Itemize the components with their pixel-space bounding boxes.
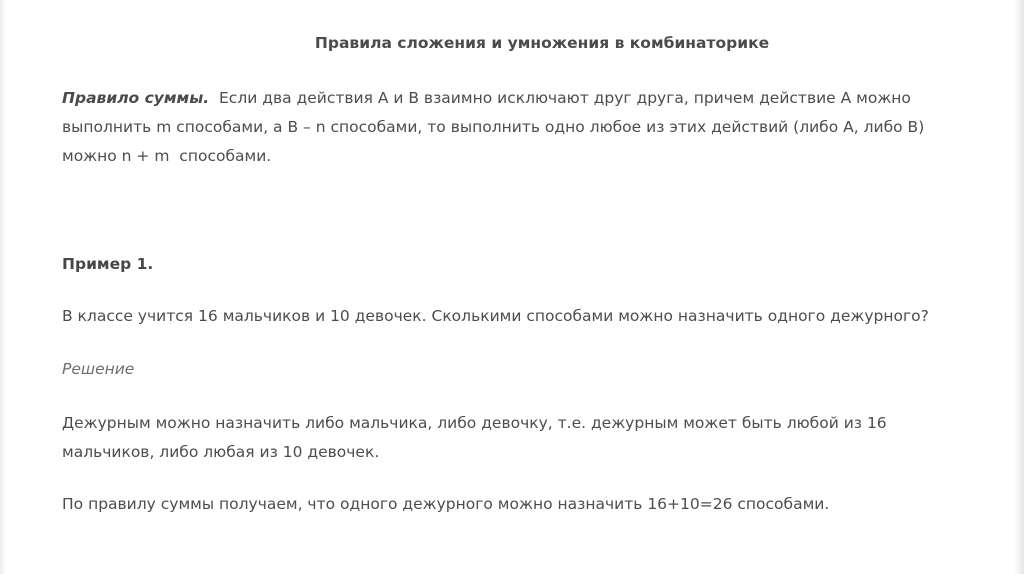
rule-name: Правило суммы. xyxy=(62,89,210,107)
solution-label xyxy=(62,355,992,384)
solution-label-text: Решение xyxy=(62,360,135,378)
conclusion-paragraph: По правилу суммы получаем, что одного дежурного можно назначить 16+10=26 способами. xyxy=(62,495,830,513)
rule-text-line-1: Если два действия А и В взаимно исключают друг друга, причем действие А можно xyxy=(219,89,911,107)
example-problem: В классе учится 16 мальчиков и 10 девочек. Сколькими способами можно назначить одного дежурного? xyxy=(62,307,929,325)
solution-line-2: мальчиков, либо любая из 10 девочек. xyxy=(62,443,380,461)
rule-line-2: выполнить m способами, а В – n способами, то выполнить одно любое из этих действий (либо А, либо В) xyxy=(62,118,925,136)
example-title xyxy=(62,250,992,279)
example-title-text: Пример 1. xyxy=(62,255,154,273)
page-title: Правила сложения и умножения в комбинаторике xyxy=(314,34,770,52)
rule-line-1 xyxy=(62,84,992,113)
right-frame-shadow xyxy=(1014,0,1024,574)
solution-paragraph xyxy=(62,409,992,467)
rule-paragraph xyxy=(62,84,992,171)
left-frame-shadow xyxy=(0,0,6,574)
solution-line-1: Дежурным можно назначить либо мальчика, либо девочку, т.е. дежурным может быть любой из 16 xyxy=(62,414,887,432)
rule-line-3: можно n + m способами. xyxy=(62,147,272,165)
